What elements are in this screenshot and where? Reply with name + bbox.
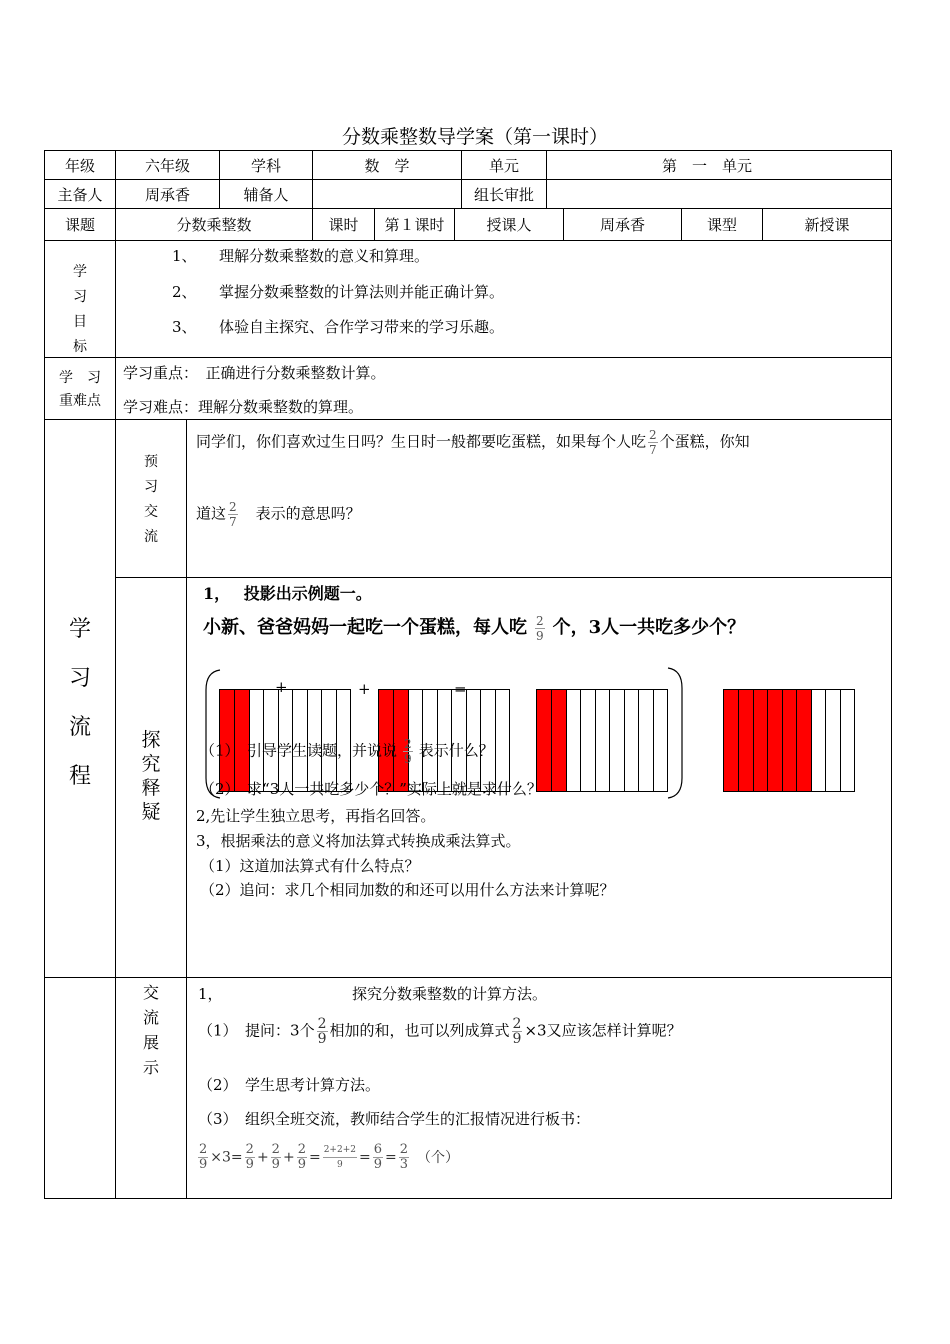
goals-label: 学 习 目 标	[73, 264, 87, 355]
teacher-label: 授课人	[486, 216, 532, 234]
period-label: 课时	[328, 216, 359, 234]
explore-q1: （1） 引导学生读题，并说说 $\frac{2}{9}$ 表示什么？	[200, 737, 494, 766]
goal-item-3: 3、 体验自主探究、合作学习带来的学习乐趣。	[172, 318, 505, 336]
equals-sign: =	[454, 680, 467, 698]
preview-line-2: 道这 $\frac{2}{7}$ 表示的意思吗？	[196, 500, 361, 529]
goal-item-1: 1、 理解分数乘整数的意义和算理。	[172, 247, 430, 265]
explore-step-3-2: （2）追问：求几个相同加数的和还可以用什么方法来计算呢？	[200, 881, 615, 899]
process-label: 学 习 流 程	[68, 617, 91, 789]
fraction-2-7: $\frac{2}{7}$	[229, 500, 237, 529]
bar-segment	[638, 690, 652, 791]
focus-label: 学 习 重难点	[59, 370, 101, 409]
explore-label: 探 究 释 疑	[141, 729, 161, 823]
difficulty: 学习难点：理解分数乘整数的算理。	[123, 398, 364, 416]
subject-value: 数 学	[364, 156, 410, 175]
unit-value: 第 一 单元	[661, 156, 752, 175]
explore-step-3: 3，根据乘法的意义将加法算式转换成乘法算式。	[196, 832, 521, 850]
grade-value: 六年级	[144, 156, 190, 175]
bar-segment	[796, 690, 810, 791]
explore-q2: （2） 求“3人一共吃多少个？”实际上就是求什么？	[200, 780, 542, 798]
type-value: 新授课	[804, 216, 850, 234]
bar-segment	[825, 690, 839, 791]
explore-problem: 小新、爸爸妈妈一起吃一个蛋糕，每人吃 $\frac{2}{9}$ 个，3人一共吃多少个？	[203, 613, 746, 643]
goal-item-2: 2、 掌握分数乘整数的计算法则并能正确计算。	[172, 283, 505, 301]
board-equation: $\frac{2}{9}$ ×3= $\frac{2}{9}$ + $\frac{2}{9}$ + $\frac{2}{9}$ = $\frac{2+2+2}{9}$ = $\frac{6}{9}$ = $\frac{2}{3}$ （个）	[199, 1142, 459, 1172]
bar-segment	[537, 690, 551, 791]
exchange-p1: （1） 提问：3个 $\frac{2}{9}$ 相加的和，也可以列成算式 $\frac{2}{9}$ ×3又应该怎样计算呢？	[198, 1016, 682, 1047]
explore-step-2: 2,先让学生独立思考，再指名回答。	[196, 807, 436, 825]
preparer-label: 主备人	[57, 185, 103, 204]
key-point: 学习重点： 正确进行分数乘整数计算。	[123, 364, 386, 382]
bar-segment	[566, 690, 580, 791]
plus-sign: +	[275, 678, 288, 696]
bar-segment	[738, 690, 752, 791]
bar-segment	[753, 690, 767, 791]
bar-segment	[767, 690, 781, 791]
topic-value: 分数乘整数	[176, 216, 252, 234]
subject-label: 学科	[250, 156, 281, 175]
exchange-p2: （2） 学生思考计算方法。	[198, 1076, 381, 1094]
preparer-value: 周承香	[144, 185, 190, 204]
bar-segment	[840, 690, 854, 791]
bar-segment	[609, 690, 623, 791]
reviewer-label: 组长审批	[473, 185, 534, 204]
explore-step-3-1: （1）这道加法算式有什么特点？	[200, 857, 420, 875]
bar-segment	[653, 690, 667, 791]
page-title: 分数乘整数导学案（第一课时）	[341, 126, 608, 148]
exchange-heading-number: 1，	[198, 985, 223, 1003]
period-value: 第１课时	[384, 216, 445, 234]
cake-bar-total	[723, 689, 855, 792]
bar-segment	[551, 690, 565, 791]
bar-segment	[580, 690, 594, 791]
teacher-value: 周承香	[599, 216, 645, 234]
preview-line-1: 同学们，你们喜欢过生日吗？生日时一般都要吃蛋糕，如果每个人吃 $\frac{2}{7}$ 个蛋糕，你知	[196, 428, 750, 457]
exchange-p3: （3） 组织全班交流，教师结合学生的汇报情况进行板书：	[198, 1110, 591, 1128]
preview-label: 预 习 交 流	[144, 454, 158, 545]
assistant-label: 辅备人	[243, 185, 289, 204]
bar-segment	[595, 690, 609, 791]
bar-segment	[495, 690, 509, 791]
bar-segment	[724, 690, 738, 791]
topic-label: 课题	[64, 216, 95, 234]
exchange-label: 交 流 展 示	[142, 983, 159, 1077]
type-label: 课型	[706, 216, 737, 234]
grade-label: 年级	[64, 156, 95, 175]
assistant-value	[313, 180, 461, 208]
bar-segment	[811, 690, 825, 791]
bar-segment	[624, 690, 638, 791]
unit-label: 单元	[488, 156, 519, 175]
plus-sign: +	[358, 680, 371, 698]
explore-heading: 1， 投影出示例题一。	[203, 584, 372, 603]
exchange-heading: 探究分数乘整数的计算方法。	[352, 985, 548, 1003]
bar-segment	[782, 690, 796, 791]
cake-bar	[536, 689, 668, 792]
fraction-2-7: $\frac{2}{7}$	[649, 428, 657, 457]
reviewer-value	[547, 180, 891, 208]
